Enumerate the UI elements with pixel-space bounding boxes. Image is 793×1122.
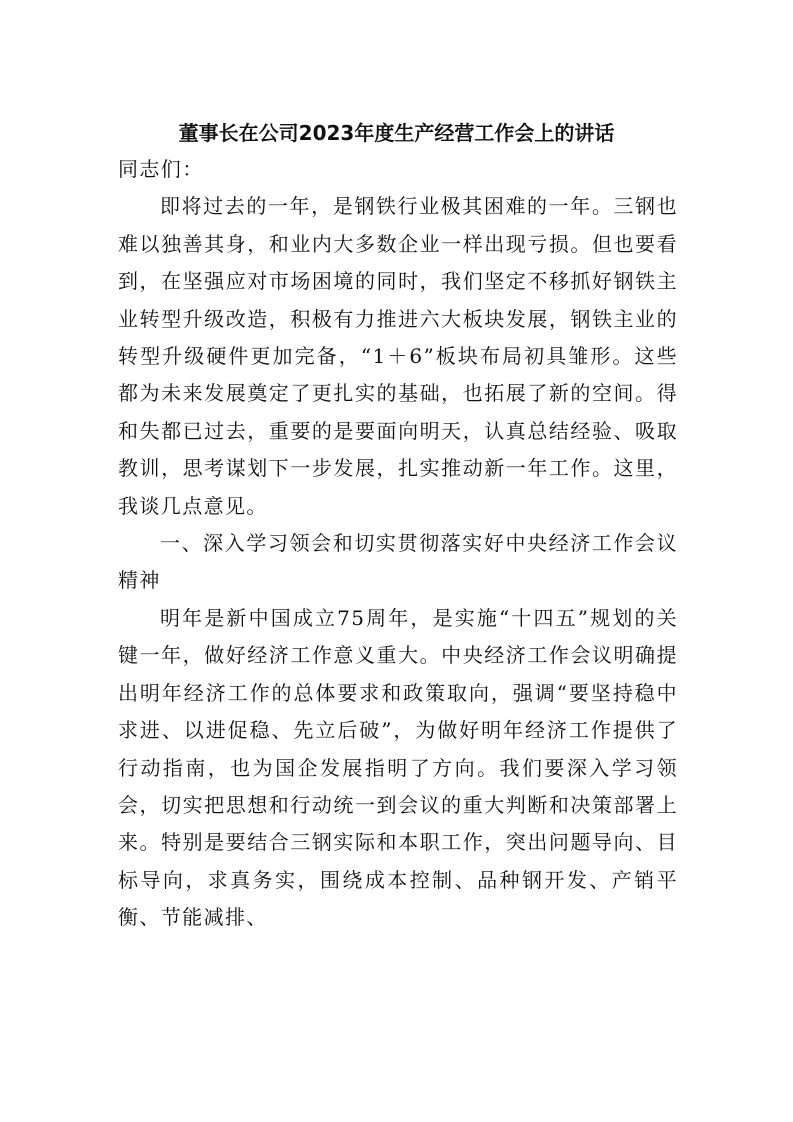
document-body — [118, 151, 678, 937]
paragraph-intro: 即将过去的一年，是钢铁行业极其困难的一年。三钢也难以独善其身，和业内大多数企业一样出现亏损。但也要看到，在坚强应对市场困境的同时，我们坚定不移抓好钢铁主业转型升级改造，积极有力推进六大板块发展，钢铁主业的转型升级硬件更加完备，“1＋6”板块布局初具雏形。这些都为未来发展奠定了更扎实的基础，也拓展了新的空间。得和失都已过去，重要的是要面向明天，认真总结经验、吸取教训，思考谋划下一步发展，扎实推动新一年工作。这里，我谈几点意见。 — [118, 194, 678, 518]
document-title: 董事长在公司2023年度生产经营工作会上的讲话 — [178, 121, 615, 145]
section-heading-1: 一、深入学习领会和切实贯彻落实好中央经济工作会议精神 — [118, 531, 678, 593]
greeting: 同志们： — [118, 157, 204, 181]
paragraph-section-1: 明年是新中国成立75周年，是实施“十四五”规划的关键一年，做好经济工作意义重大。中央经济工作会议明确提出明年经济工作的总体要求和政策取向，强调“要坚持稳中求进、以进促稳、先立后破”，为做好明年经济工作提供了行动指南，也为国企发展指明了方向。我们要深入学习领会，切实把思想和行动统一到会议的重大判断和决策部署上来。特别是要结合三钢实际和本职工作，突出问题导向、目标导向，求真务实，围绕成本控制、品种钢开发、产销平衡、节能减排、 — [118, 605, 678, 930]
